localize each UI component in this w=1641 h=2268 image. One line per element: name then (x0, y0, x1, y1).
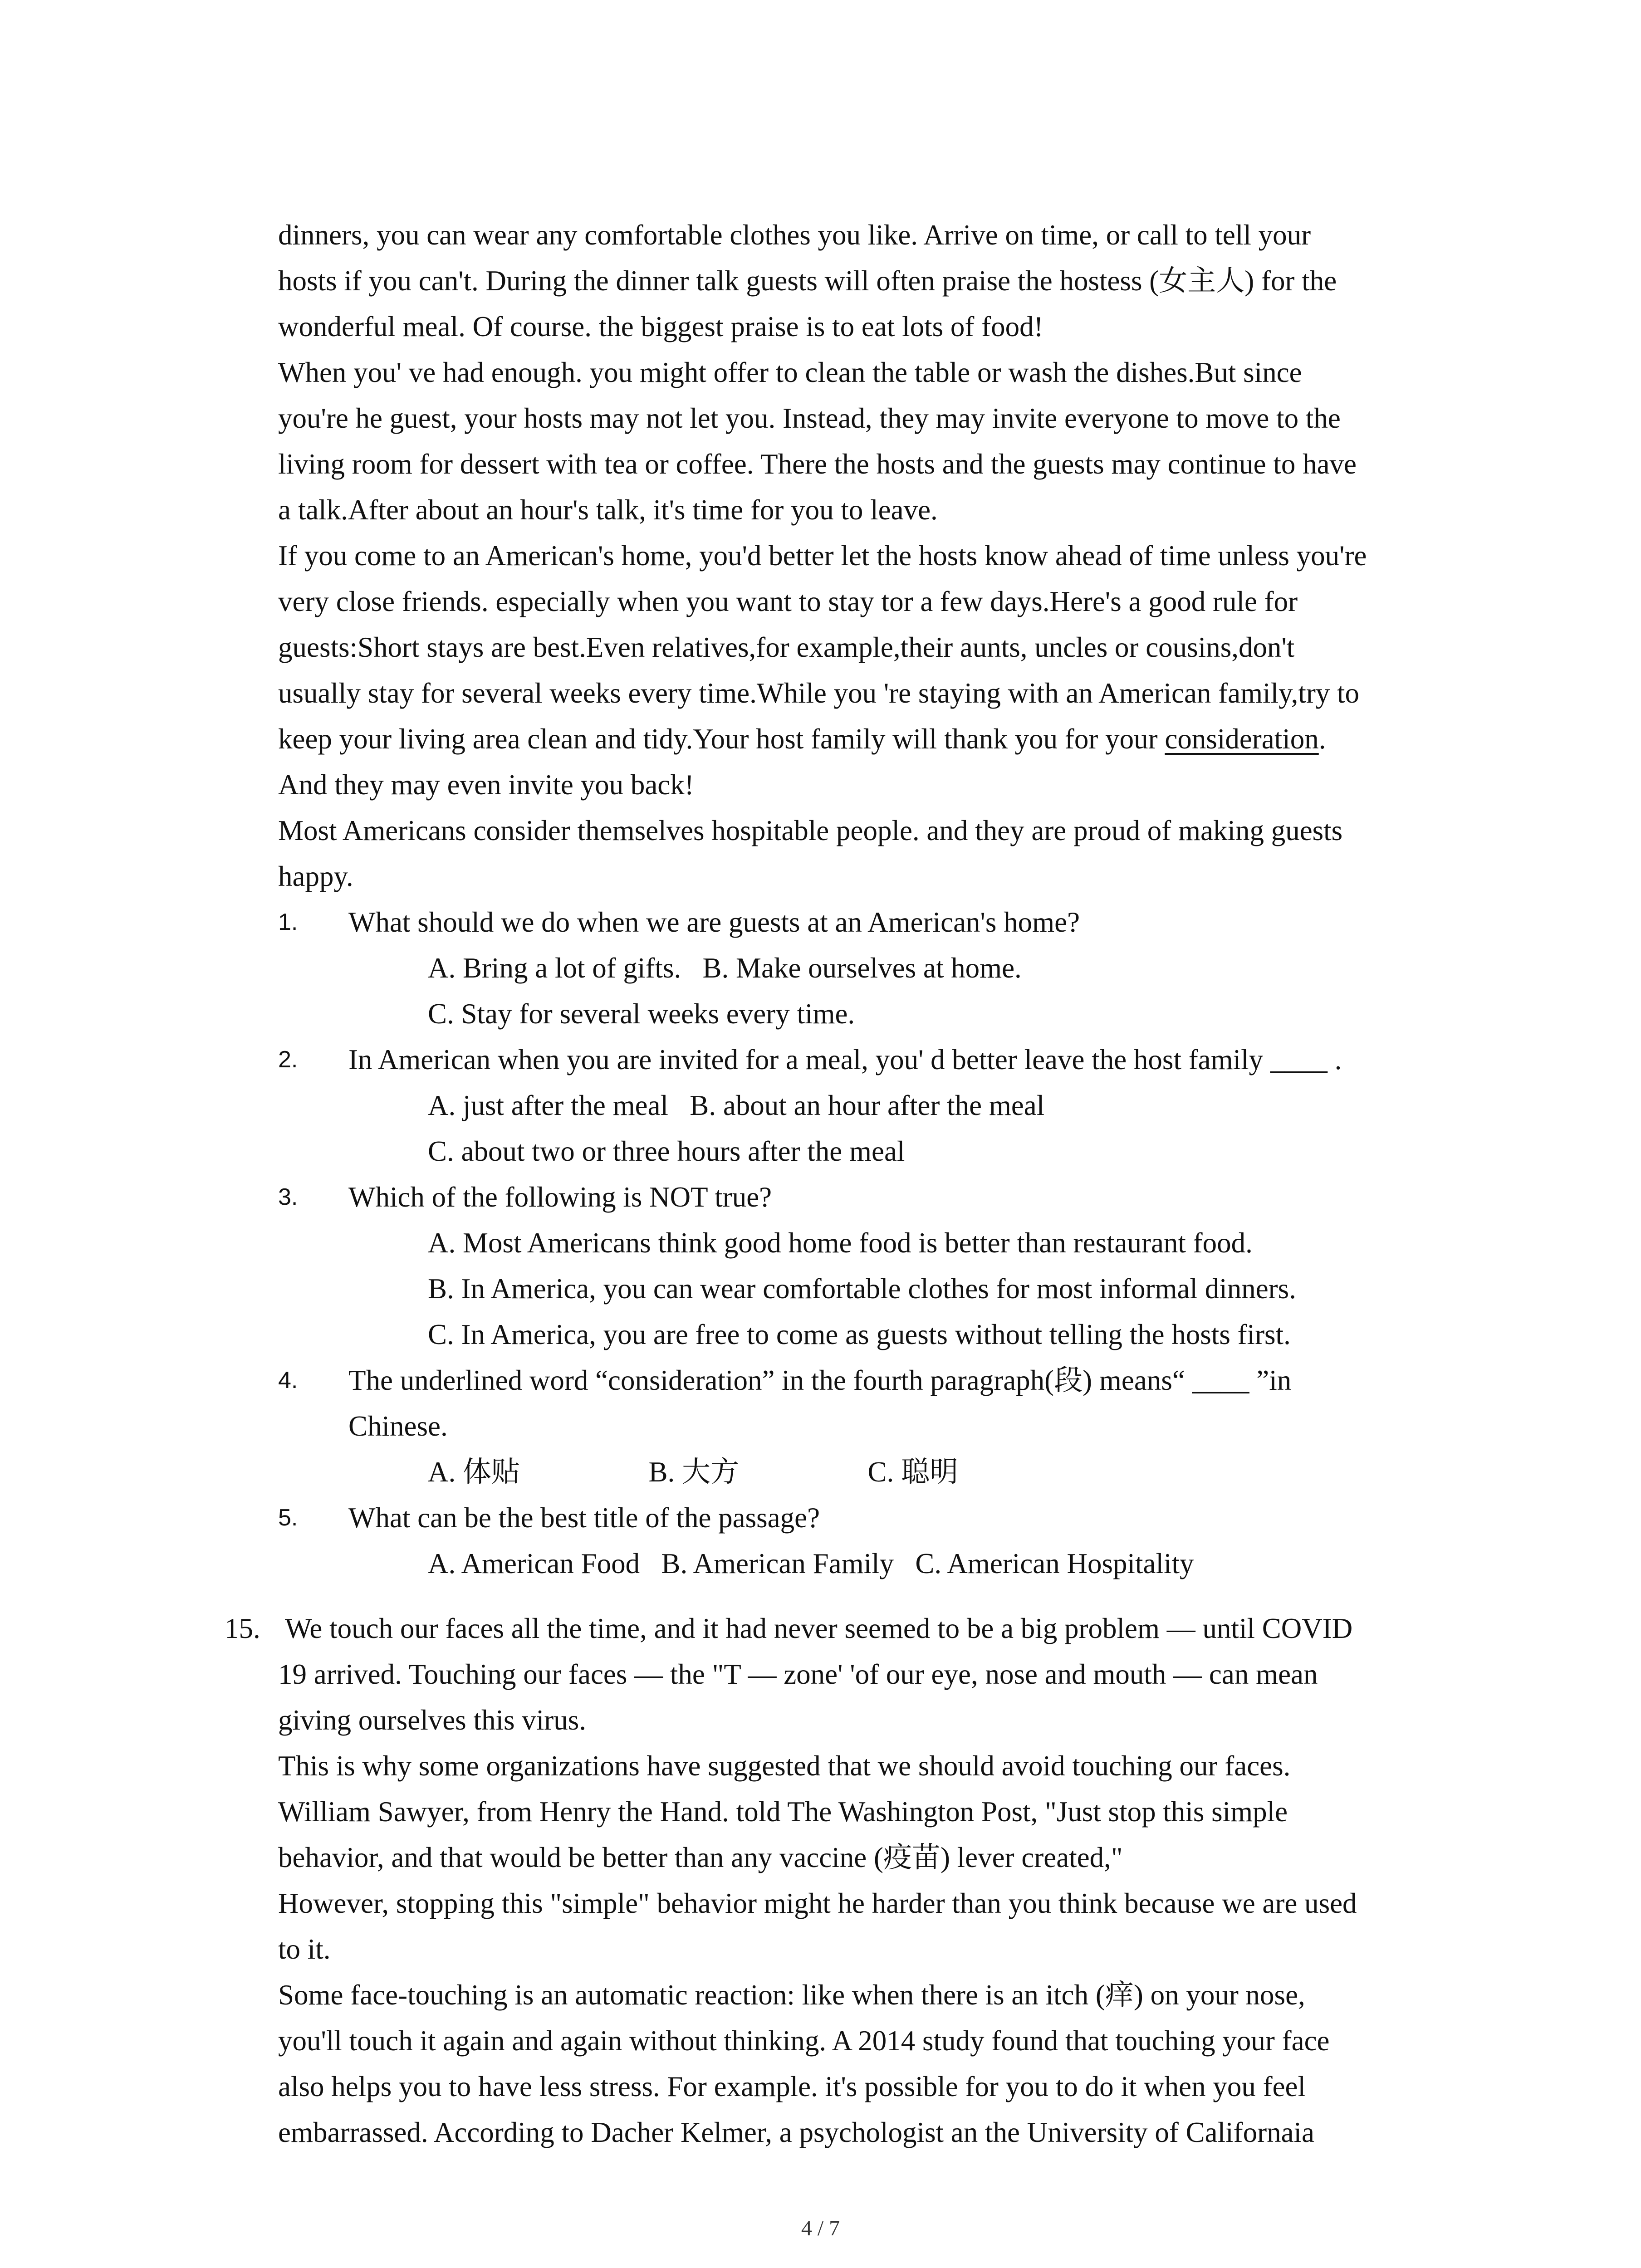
option-line: C. In America, you are free to come as guests without telling the hosts first. (428, 1319, 1291, 1350)
text-segment: . (1318, 723, 1326, 755)
question-text: Which of the following is NOT true? (348, 1181, 772, 1213)
question-text: What should we do when we are guests at an American's home? (348, 906, 1080, 938)
question-text: What can be the best title of the passage? (348, 1502, 820, 1534)
text-line: William Sawyer, from Henry the Hand. told The Washington Post, "Just stop this simple (278, 1796, 1288, 1828)
text-line: This is why some organizations have suggested that we should avoid touching our faces. (278, 1750, 1291, 1782)
question-number: 5. (278, 1505, 298, 1531)
text-line: happy. (278, 860, 353, 892)
text-line: to it. (278, 1933, 331, 1965)
question-2 (278, 1037, 1458, 1174)
text-segment: keep your living area clean and tidy.Your host family will thank you for your (278, 723, 1165, 755)
text-line: usually stay for several weeks every time.While you 're staying with an American family,try to (278, 677, 1360, 709)
question-number: 2. (278, 1046, 298, 1073)
question-number: 15. (225, 1613, 260, 1644)
question-1 (278, 899, 1458, 1037)
question-number: 1. (278, 909, 298, 935)
text-line: behavior, and that would be better than any vaccine (疫苗) lever created," (278, 1842, 1123, 1873)
text-line: you're he guest, your hosts may not let you. Instead, they may invite everyone to move to the (278, 402, 1341, 434)
text-line: living room for dessert with tea or coffee. There the hosts and the guests may continue to have (278, 448, 1357, 480)
question-4 (278, 1358, 1458, 1495)
option-line: A. American Food B. American Family C. American Hospitality (428, 1548, 1194, 1579)
question-text: In American when you are invited for a meal, you' d better leave the host family ____ . (348, 1044, 1342, 1075)
text-line: We touch our faces all the time, and it had never seemed to be a big problem — until COVID (285, 1613, 1353, 1644)
option-line: A. 体贴 B. 大方 C. 聪明 (428, 1456, 959, 1488)
question-3 (278, 1174, 1458, 1358)
question-5 (278, 1495, 1458, 1587)
text-line-with-underline (278, 716, 1458, 762)
text-line: a talk.After about an hour's talk, it's time for you to leave. (278, 494, 938, 526)
text-line: wonderful meal. Of course. the biggest praise is to eat lots of food! (278, 311, 1043, 342)
option-line: A. Bring a lot of gifts. B. Make ourselves at home. (428, 952, 1022, 984)
option-line: C. Stay for several weeks every time. (428, 998, 855, 1030)
question-text: Chinese. (348, 1410, 448, 1442)
text-line: also helps you to have less stress. For example. it's possible for you to do it when you feel (278, 2071, 1306, 2102)
text-line: dinners, you can wear any comfortable clothes you like. Arrive on time, or call to tell your (278, 219, 1311, 251)
text-line: Some face-touching is an automatic reaction: like when there is an itch (痒) on your nose, (278, 1979, 1305, 2011)
option-line: A. just after the meal B. about an hour after the meal (428, 1090, 1045, 1121)
passage-15 (225, 1606, 1459, 2156)
text-line: When you' ve had enough. you might offer to clean the table or wash the dishes.But since (278, 357, 1302, 388)
question-text: The underlined word “consideration” in the fourth paragraph(段) means“ ____ ”in (348, 1364, 1292, 1396)
text-line: very close friends. especially when you want to stay tor a few days.Here's a good rule for (278, 586, 1298, 617)
text-line: If you come to an American's home, you'd better let the hosts know ahead of time unless you're (278, 540, 1367, 572)
text-line: And they may even invite you back! (278, 769, 694, 801)
text-line: giving ourselves this virus. (278, 1704, 586, 1736)
passage-15-body (225, 1606, 1459, 2156)
text-line: Most Americans consider themselves hospitable people. and they are proud of making guests (278, 815, 1343, 846)
text-line: guests:Short stays are best.Even relatives,for example,their aunts, uncles or cousins,don't (278, 631, 1295, 663)
option-line: B. In America, you can wear comfortable clothes for most informal dinners. (428, 1273, 1296, 1305)
text-line: embarrassed. According to Dacher Kelmer, a psychologist an the University of Californaia (278, 2116, 1314, 2148)
passage-14-body (278, 212, 1458, 1587)
text-line: hosts if you can't. During the dinner talk guests will often praise the hostess (女主人) for the (278, 265, 1337, 297)
question-number: 4. (278, 1367, 298, 1393)
page-number: 4 / 7 (801, 2216, 840, 2240)
option-line: C. about two or three hours after the meal (428, 1135, 905, 1167)
option-line: A. Most Americans think good home food is better than restaurant food. (428, 1227, 1253, 1259)
question-number: 3. (278, 1184, 298, 1210)
text-line: you'll touch it again and again without thinking. A 2014 study found that touching your face (278, 2025, 1330, 2057)
underlined-word: consideration (1165, 723, 1319, 755)
text-line: However, stopping this "simple" behavior might he harder than you think because we are used (278, 1887, 1357, 1919)
text-line: 19 arrived. Touching our faces — the "T — zone' 'of our eye, nose and mouth — can mean (278, 1658, 1318, 1690)
